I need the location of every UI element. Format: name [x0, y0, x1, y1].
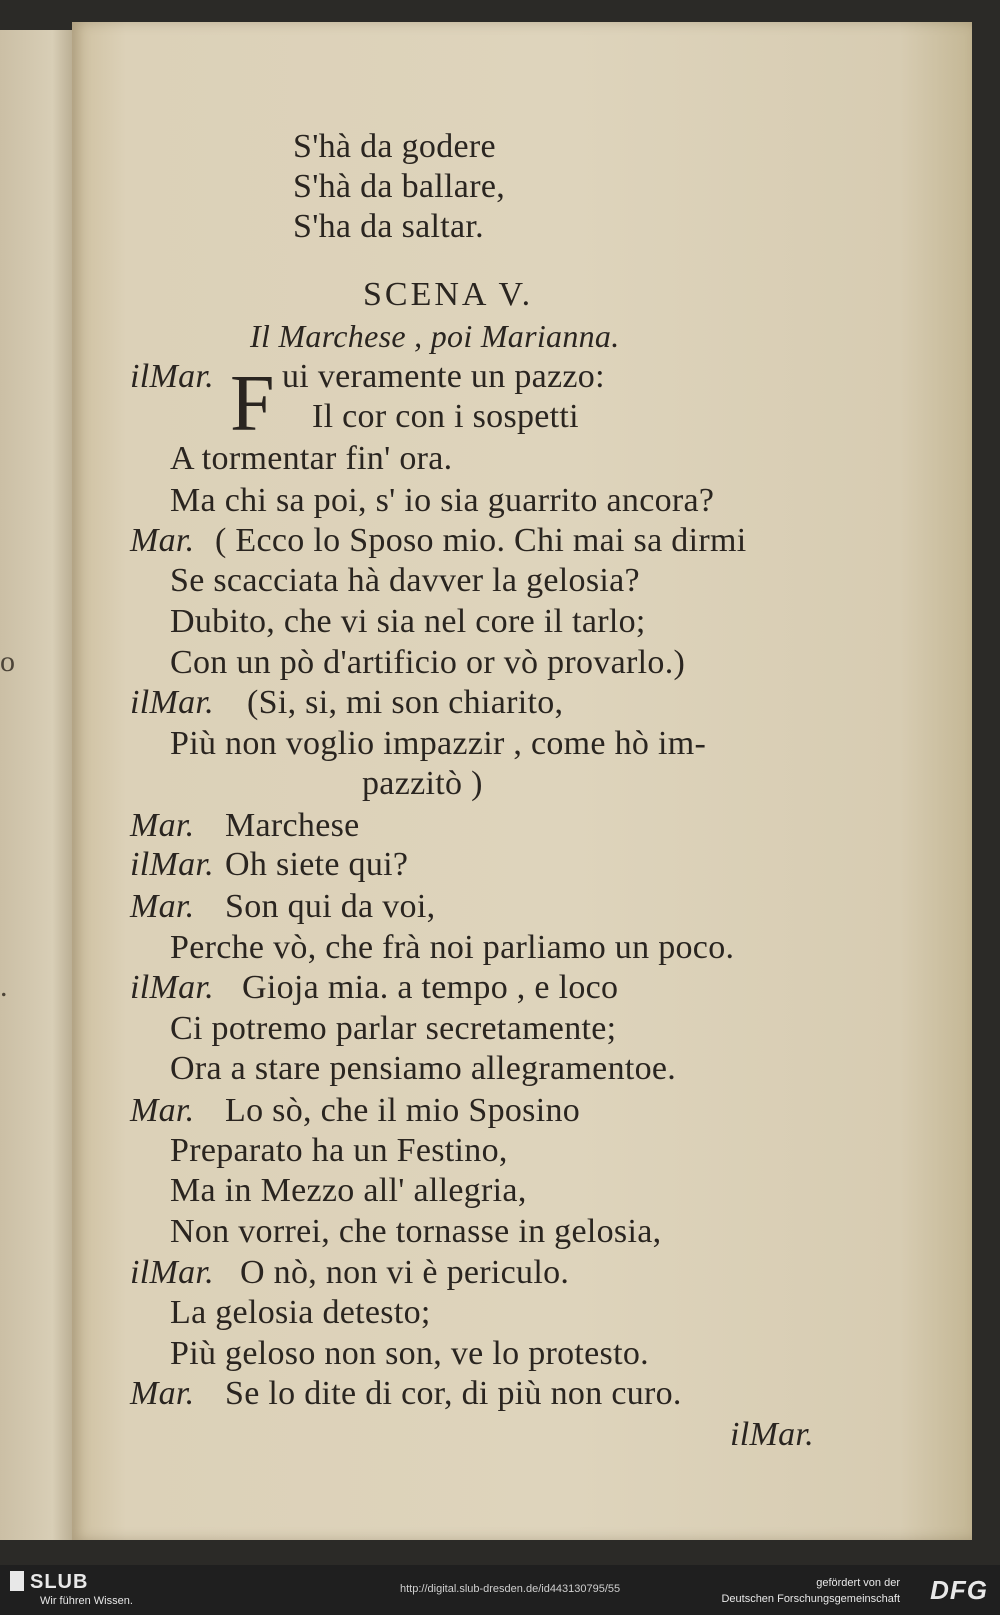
dialogue-line: pazzitò ): [362, 765, 483, 802]
sponsor-line-2: Deutschen Forschungsgemeinschaft: [721, 1593, 900, 1605]
scene-title: SCENA V.: [363, 276, 534, 313]
speaker-label: Mar.: [130, 1092, 195, 1129]
dialogue-line: Non vorrei, che tornasse in gelosia,: [170, 1213, 662, 1250]
dialogue-line: La gelosia detesto;: [170, 1294, 431, 1331]
dialogue-line: Dubito, che vi sia nel core il tarlo;: [170, 603, 646, 640]
speaker-label: Mar.: [130, 888, 195, 925]
dialogue-line: Con un pò d'artificio or vò provarlo.): [170, 644, 686, 681]
dialogue-line: Il cor con i sospetti: [312, 398, 579, 435]
catchword: ilMar.: [730, 1416, 814, 1453]
dialogue-line: Gioja mia. a tempo , e loco: [242, 969, 619, 1006]
slub-logo-text: SLUB: [30, 1571, 89, 1593]
dialogue-line: Son qui da voi,: [225, 888, 436, 925]
left-page-edge: [0, 30, 75, 1540]
slub-logo-icon: [10, 1571, 24, 1591]
dialogue-line: Se lo dite di cor, di più non curo.: [225, 1375, 682, 1412]
drop-cap: F: [230, 360, 275, 448]
book-page: [72, 22, 972, 1540]
slub-tagline: Wir führen Wissen.: [40, 1595, 133, 1607]
verse-line: S'hà da ballare,: [293, 168, 506, 205]
left-edge-glyph: .: [0, 970, 8, 1003]
speaker-label: ilMar.: [130, 684, 214, 721]
dialogue-line: Marchese: [225, 807, 360, 844]
dialogue-line: Se scacciata hà davver la gelosia?: [170, 562, 640, 599]
dialogue-line: Ma in Mezzo all' allegria,: [170, 1172, 527, 1209]
source-url-link[interactable]: http://digital.slub-dresden.de/id443130795/55: [400, 1583, 621, 1595]
dfg-logo[interactable]: DFG: [930, 1575, 988, 1605]
speaker-label: ilMar.: [130, 358, 214, 395]
speaker-label: ilMar.: [130, 969, 214, 1006]
dialogue-line: A tormentar fin' ora.: [170, 440, 453, 477]
viewer-footer: [0, 1565, 1000, 1615]
left-edge-glyph: o: [0, 645, 15, 678]
speaker-label: Mar.: [130, 807, 195, 844]
verse-line: S'hà da godere: [293, 128, 496, 165]
speaker-label: Mar.: [130, 522, 195, 559]
speaker-label: Mar.: [130, 1375, 195, 1412]
dialogue-line: Lo sò, che il mio Sposino: [225, 1092, 581, 1129]
slub-logo[interactable]: [10, 1571, 88, 1594]
speaker-label: ilMar.: [130, 1254, 214, 1291]
dialogue-line: Più non voglio impazzir , come hò im-: [170, 725, 707, 762]
dialogue-line: Ora a stare pensiamo allegramentoe.: [170, 1050, 677, 1087]
dialogue-line: ui veramente un pazzo:: [282, 358, 605, 395]
dialogue-line: ( Ecco lo Sposo mio. Chi mai sa dirmi: [215, 522, 747, 559]
sponsor-text: [721, 1575, 900, 1607]
scene-subtitle: Il Marchese , poi Marianna.: [250, 318, 620, 354]
dialogue-line: Ma chi sa poi, s' io sia guarrito ancora?: [170, 482, 715, 519]
dialogue-line: Preparato ha un Festino,: [170, 1132, 508, 1169]
sponsor-line-1: gefördert von der: [816, 1577, 900, 1589]
dialogue-line: Più geloso non son, ve lo protesto.: [170, 1335, 649, 1372]
verse-line: S'ha da saltar.: [293, 208, 484, 245]
dialogue-line: Perche vò, che frà noi parliamo un poco.: [170, 929, 735, 966]
speaker-label: ilMar.: [130, 846, 214, 883]
dialogue-line: Oh siete qui?: [225, 846, 409, 883]
dialogue-line: Ci potremo parlar secretamente;: [170, 1010, 617, 1047]
dialogue-line: (Si, si, mi son chiarito,: [247, 684, 564, 721]
dialogue-line: O nò, non vi è periculo.: [240, 1254, 570, 1291]
